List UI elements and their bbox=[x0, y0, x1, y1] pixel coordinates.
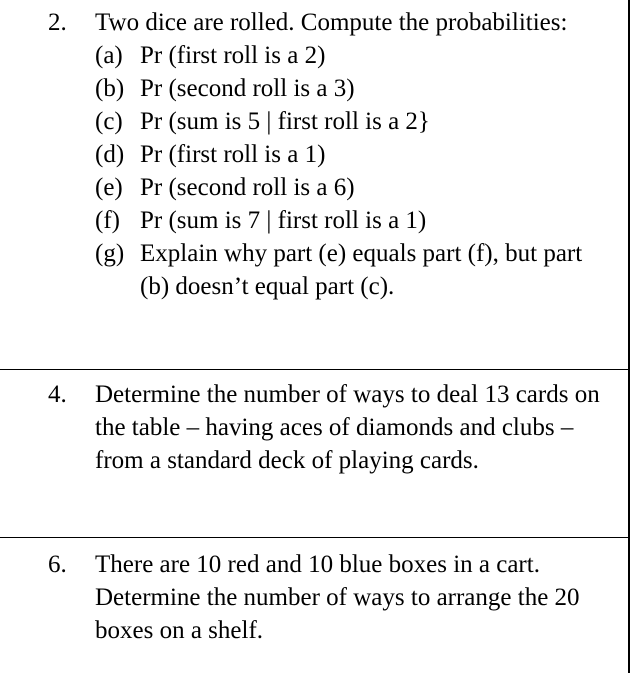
sub-question-label: (g) bbox=[95, 240, 125, 267]
problem-text: Two dice are rolled. Compute the probabilities: bbox=[95, 9, 568, 36]
sub-question-g bbox=[95, 237, 605, 303]
sub-question-label: (c) bbox=[95, 108, 123, 135]
problem-number: 4. bbox=[48, 381, 67, 408]
sub-question-text: Pr (first roll is a 2) bbox=[140, 42, 326, 69]
problem-4 bbox=[0, 378, 628, 477]
sub-question-text: Pr (sum is 7 | first roll is a 1) bbox=[140, 207, 427, 234]
sub-question-text: Pr (sum is 5 | first roll is a 2} bbox=[140, 108, 430, 135]
sub-question-text: Pr (first roll is a 1) bbox=[140, 141, 326, 168]
sub-question-label: (a) bbox=[95, 42, 123, 69]
problem-cell bbox=[0, 369, 628, 537]
problem-6 bbox=[0, 548, 628, 647]
problem-text: Determine the number of ways to deal 13 cards on the table – having aces of diamonds and clubs – from a standard deck of playing cards. bbox=[95, 381, 600, 474]
problem-cell bbox=[0, 537, 628, 674]
sub-question-e bbox=[95, 171, 605, 204]
sub-question-text: Pr (second roll is a 6) bbox=[140, 174, 355, 201]
problem-number: 6. bbox=[48, 551, 67, 578]
sub-question-label: (b) bbox=[95, 75, 125, 102]
problem-text: There are 10 red and 10 blue boxes in a cart. Determine the number of ways to arrange the 20 boxes on a shelf. bbox=[95, 551, 580, 644]
sub-question-label: (d) bbox=[95, 141, 125, 168]
sub-question-f bbox=[95, 204, 605, 237]
problem-2 bbox=[0, 6, 628, 303]
sub-question-text: Explain why part (e) equals part (f), but part (b) doesn’t equal part (c). bbox=[140, 240, 583, 300]
sub-question-label: (f) bbox=[95, 207, 120, 234]
sub-question-list bbox=[95, 39, 605, 303]
sub-question-label: (e) bbox=[95, 174, 123, 201]
sub-question-c bbox=[95, 105, 605, 138]
sub-question-d bbox=[95, 138, 605, 171]
sub-question-a bbox=[95, 39, 605, 72]
sub-question-b bbox=[95, 72, 605, 105]
sub-question-text: Pr (second roll is a 3) bbox=[140, 75, 355, 102]
problem-number: 2. bbox=[48, 9, 67, 36]
